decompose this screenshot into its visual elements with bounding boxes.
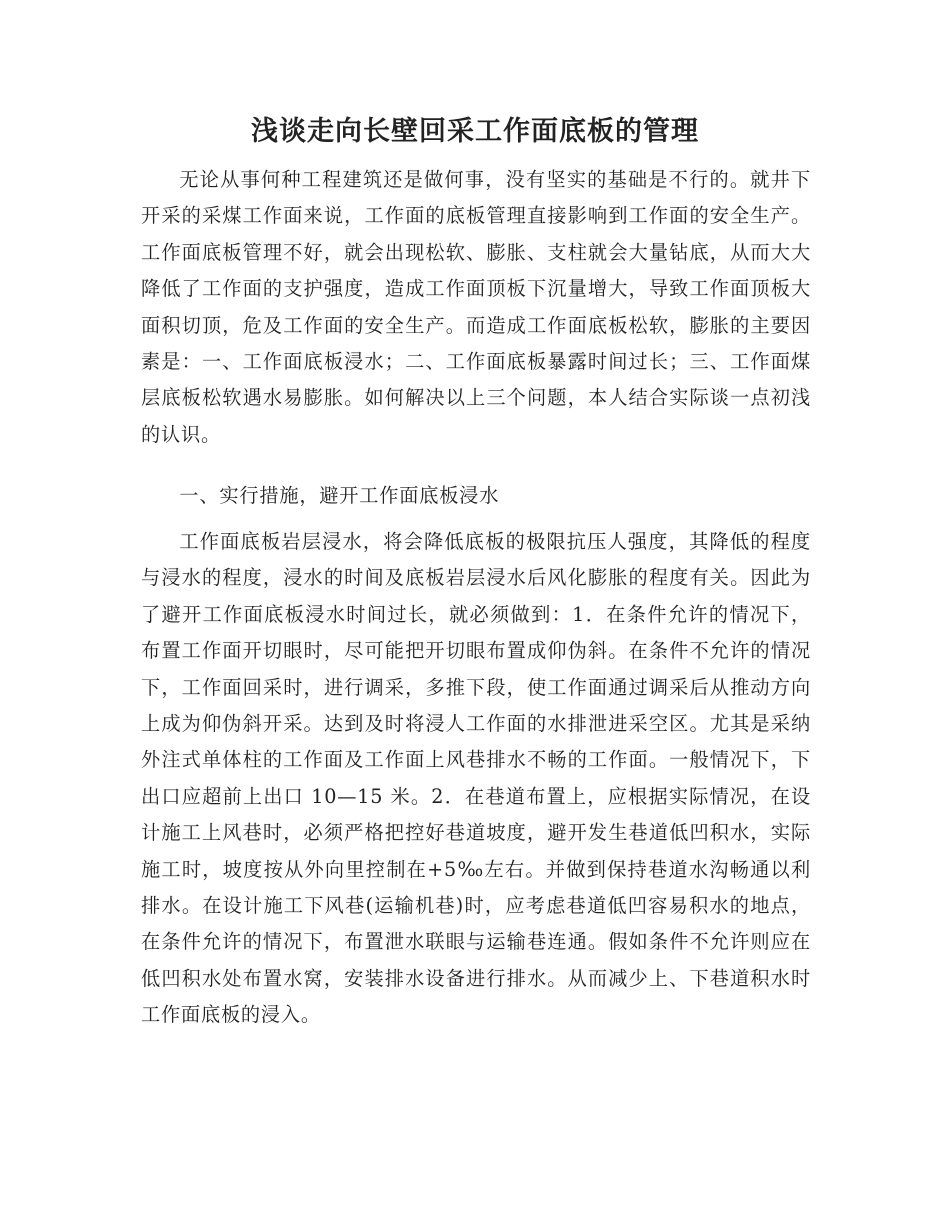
intro-paragraph: 无论从事何种工程建筑还是做何事，没有坚实的基础是不行的。就井下开采的采煤工作面来说，工作面的底板管理直接影响到工作面的安全生产。工作面底板管理不好，就会出现松软、膨胀、支柱就会大量钻底，从而大大降低了工作面的支护强度，造成工作面顶板下沉量增大，导致工作面顶板大面积切顶，危及工作面的安全生产。而造成工作面底板松软，膨胀的主要因素是：一、工作面底板浸水；二、工作面底板暴露时间过长；三、工作面煤层底板松软遇水易膨胀。如何解决以上三个问题，本人结合实际谈一点初浅的认识。: [141, 168, 811, 446]
section-paragraph: 工作面底板岩层浸水，将会降低底板的极限抗压人强度，其降低的程度与浸水的程度，浸水的时间及底板岩层浸水后风化膨胀的程度有关。因此为了避开工作面底板浸水时间过长，就必须做到：1．在条件允许的情况下，布置工作面开切眼时，尽可能把开切眼布置成仰伪斜。在条件不允许的情况下，工作面回采时，进行调采，多推下段，使工作面通过调采后从推动方向上成为仰伪斜开采。达到及时将浸人工作面的水排泄进采空区。尤其是采纳外注式单体柱的工作面及工作面上风巷排水不畅的工作面。一般情况下，下出口应超前上出口 10—15 米。2．在巷道布置上，应根据实际情况，在设计施工上风巷时，必须严格把控好巷道坡度，避开发生巷道低凹积水，实际施工时，坡度按从外向里控制在+5‰左右。并做到保持巷道水沟畅通以利排水。在设计施工下风巷(运输机巷)时，应考虑巷道低凹容易积水的地点，在条件允许的情况下，布置泄水联眼与运输巷连通。假如条件不允许则应在低凹积水处布置水窝，安装排水设备进行排水。从而减少上、下巷道积水时工作面底板的浸入。: [141, 530, 811, 1027]
document-title: 浅谈走向长壁回采工作面底板的管理: [251, 116, 699, 147]
section-heading: 一、实行措施，避开工作面底板浸水: [179, 484, 500, 507]
